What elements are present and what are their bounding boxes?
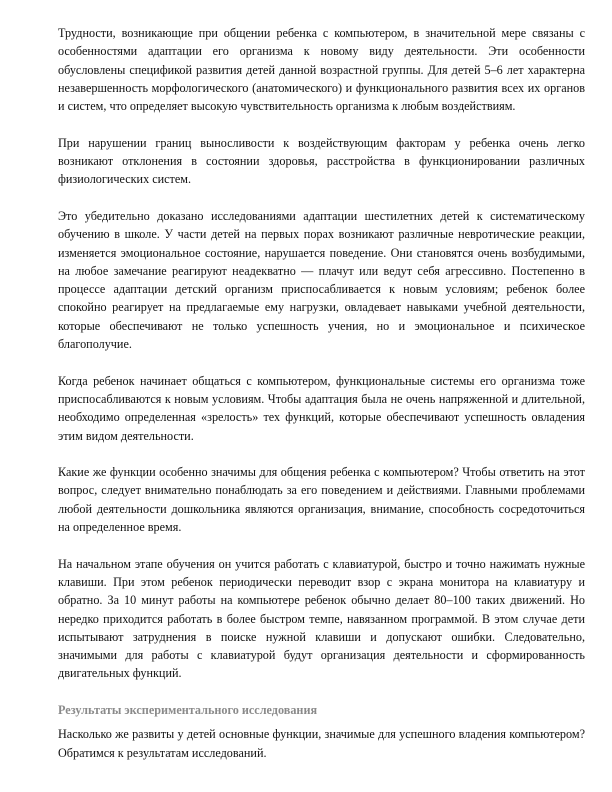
paragraph-closing: Насколько же развиты у детей основные функции, значимые для успешного владения компьютером? Обратимся к результатам исследований. bbox=[58, 727, 585, 760]
paragraph-school-adaptation: Это убедительно доказано исследованиями адаптации шестилетних детей к систематическому обучению в школе. У части детей на первых порах возникают различные невротические реакции, изменяется эмоциональное состояние, нарушается поведение. Они становятся очень возбудимыми, на любое замечание реагируют неадекватно — плачут или ведут себя агрессивно. Постепенно в процессе адаптации детский организм приспосабливается к новым условиям; ребенок более спокойно реагирует на предлагаемые ему нагрузки, овладевает навыками учебной деятельности, которые обеспечивают не только успешность учения, но и эмоциональное и психическое благополучие. bbox=[58, 208, 585, 352]
paragraph-adaptation-difficulties: Трудности, возникающие при общении ребенка с компьютером, в значительной мере связаны с особенностями адаптации его организма к новому виду деятельности. Эти особенности обусловлены спецификой развития детей данной возрастной группы. Для детей 5–6 лет характерна незавершенность морфологического (анатомического) и функционального развития всех их органов и систем, что определяет высокую чувствительность организма к любым воздействиям. bbox=[58, 26, 585, 114]
paragraph-key-functions: Какие же функции особенно значимы для общения ребенка с компьютером? Чтобы ответить на этот вопрос, следует внимательно понаблюдать за его поведением и действиями. Главными проблемами любой деятельности дошкольника являются организация, внимание, способность сосредоточиться на определенное время. bbox=[58, 465, 585, 535]
document-page bbox=[58, 24, 585, 780]
section-heading: Результаты экспериментального исследования bbox=[58, 702, 318, 717]
paragraph-keyboard-training: На начальном этапе обучения он учится работать с клавиатурой, быстро и точно нажимать нужные клавиши. При этом ребенок периодически переводит взор с экрана монитора на клавиатуру и обратно. За 10 минут работы на компьютере ребенок обычно делает 80–100 таких движений. Но нередко приходится работать в более быстром темпе, навязанном программой. В этом случае дети испытывают затруднения в поиске нужной клавиши и допускают ошибки. Следовательно, значимыми для работы с клавиатурой будут организация деятельности и сформированность двигательных функций. bbox=[58, 556, 585, 681]
paragraph-endurance-limits: При нарушении границ выносливости к воздействующим факторам у ребенка очень легко возникают отклонения в состоянии здоровья, расстройства в функционировании различных физиологических систем. bbox=[58, 135, 585, 187]
paragraph-computer-adaptation: Когда ребенок начинает общаться с компьютером, функциональные системы его организма тоже приспосабливаются к новым условиям. Чтобы адаптация была не очень напряженной и длительной, необходимо определенная «зрелость» тех функций, которые обеспечивают успешность овладения этим видом деятельности. bbox=[58, 373, 585, 443]
